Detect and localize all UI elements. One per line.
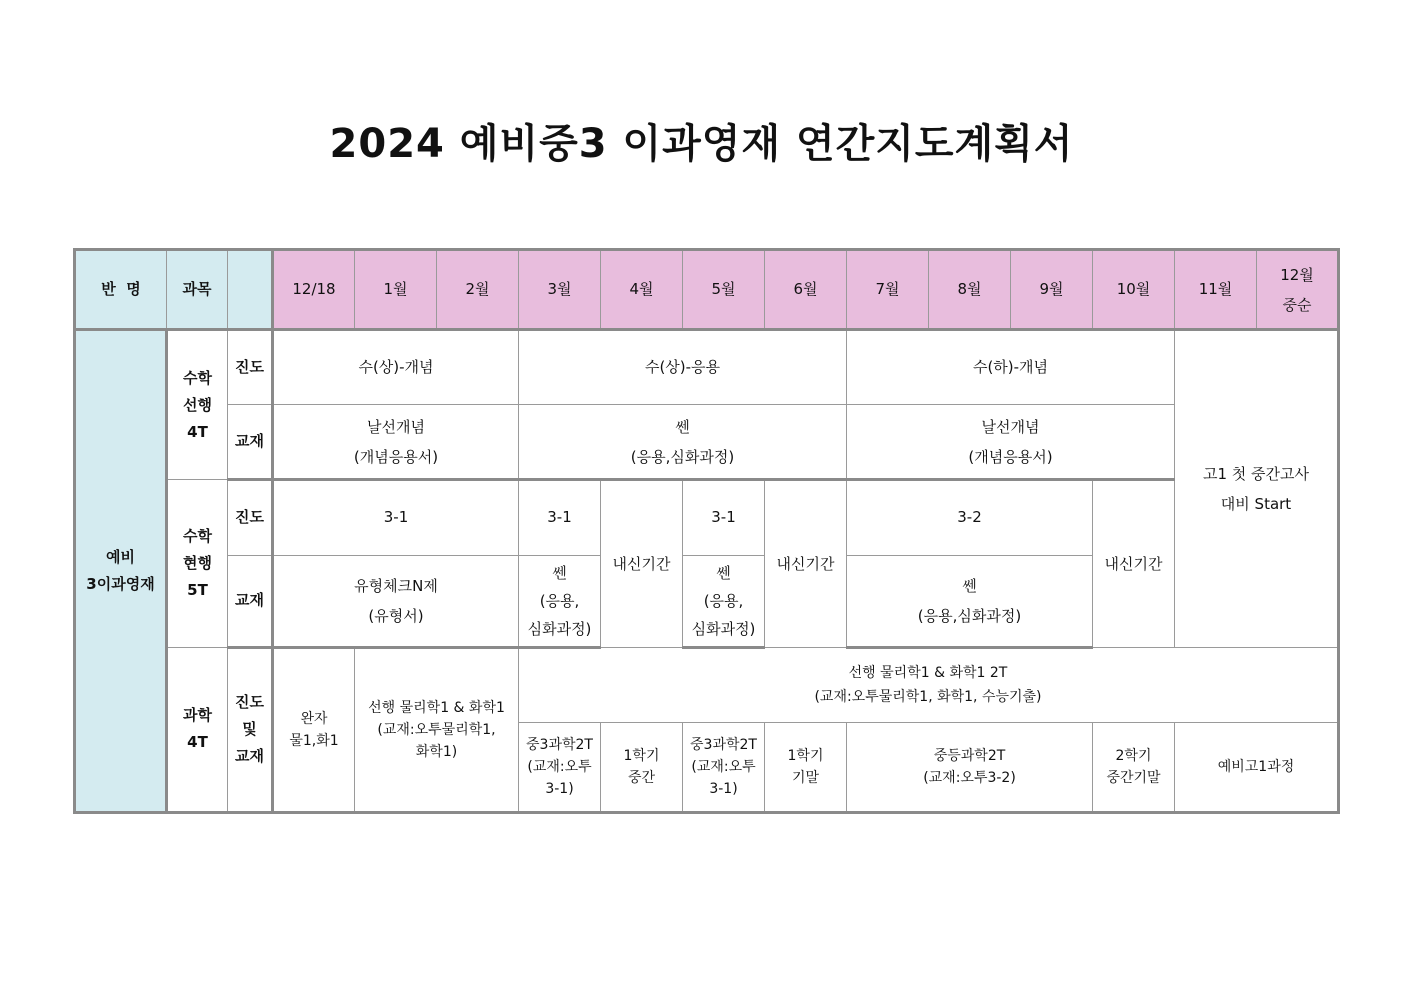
- month-header: 7월: [847, 250, 929, 330]
- progress-label: 진도: [228, 480, 273, 555]
- math-advanced-textbook-row: [75, 405, 1339, 480]
- progress-cell: 수(상)-응용: [519, 330, 847, 405]
- textbook-cell: 쎈 (응용,심화과정): [519, 405, 847, 480]
- subject-header: 과목: [167, 250, 228, 330]
- exam-period-cell: 내신기간: [601, 480, 683, 647]
- exam-period-cell: 내신기간: [1093, 480, 1175, 647]
- header-row: [75, 250, 1339, 330]
- science-early-cell: 선행 물리학1 & 화학1 (교재:오투물리학1, 화학1): [355, 647, 519, 812]
- subject-label: 수학 선행 4T: [167, 330, 228, 480]
- exam-cell: 2학기 중간기말: [1093, 722, 1175, 812]
- annual-plan-table: [73, 248, 1340, 814]
- page-title: 2024 예비중3 이과영재 연간지도계획서: [329, 121, 1074, 167]
- exam-cell: 1학기 중간: [601, 722, 683, 812]
- month-header: 3월: [519, 250, 601, 330]
- progress-cell: 수(하)-개념: [847, 330, 1175, 405]
- month-header: 9월: [1011, 250, 1093, 330]
- textbook-cell: 쎈 (응용, 심화과정): [519, 555, 601, 647]
- science-early-cell: 완자 물1,화1: [273, 647, 355, 812]
- progress-cell: 3-1: [519, 480, 601, 555]
- textbook-cell: 날선개념 (개념응용서): [847, 405, 1175, 480]
- textbook-cell: 유형체크N제 (유형서): [273, 555, 519, 647]
- month-header: 6월: [765, 250, 847, 330]
- month-header: 12월 중순: [1257, 250, 1339, 330]
- textbook-label: 교재: [228, 405, 273, 480]
- month-header: 10월: [1093, 250, 1175, 330]
- math-advanced-progress-row: [75, 330, 1339, 405]
- month-header: 12/18: [273, 250, 355, 330]
- month-header: 4월: [601, 250, 683, 330]
- month-header: 8월: [929, 250, 1011, 330]
- subject-label: 수학 현행 5T: [167, 480, 228, 647]
- month-header: 11월: [1175, 250, 1257, 330]
- math-current-progress-row: [75, 480, 1339, 555]
- science-current-cell: 중3과학2T (교재:오투 3-1): [519, 722, 601, 812]
- textbook-cell: 쎈 (응용, 심화과정): [683, 555, 765, 647]
- month-header: 2월: [437, 250, 519, 330]
- month-header: 5월: [683, 250, 765, 330]
- class-name-header: 반 명: [75, 250, 167, 330]
- blank-header: [228, 250, 273, 330]
- subject-label: 과학 4T: [167, 647, 228, 812]
- science-advanced-row: [75, 647, 1339, 722]
- progress-label: 진도: [228, 330, 273, 405]
- science-current-cell: 중등과학2T (교재:오투3-2): [847, 722, 1093, 812]
- science-advanced-cell: 선행 물리학1 & 화학1 2T (교재:오투물리학1, 화학1, 수능기출): [519, 647, 1339, 722]
- progress-cell: 3-1: [273, 480, 519, 555]
- progress-cell: 3-1: [683, 480, 765, 555]
- month-header: 1월: [355, 250, 437, 330]
- class-label: 예비 3이과영재: [75, 330, 167, 813]
- textbook-label: 교재: [228, 555, 273, 647]
- textbook-cell: 날선개념 (개념응용서): [273, 405, 519, 480]
- exam-period-cell: 내신기간: [765, 480, 847, 647]
- science-current-cell: 중3과학2T (교재:오투 3-1): [683, 722, 765, 812]
- progress-cell: 3-2: [847, 480, 1093, 555]
- progress-cell: 수(상)-개념: [273, 330, 519, 405]
- textbook-cell: 쎈 (응용,심화과정): [847, 555, 1093, 647]
- exam-prep-note: 고1 첫 중간고사 대비 Start: [1175, 330, 1339, 648]
- science-current-cell: 예비고1과정: [1175, 722, 1339, 812]
- exam-cell: 1학기 기말: [765, 722, 847, 812]
- progress-textbook-label: 진도 및 교재: [228, 647, 273, 812]
